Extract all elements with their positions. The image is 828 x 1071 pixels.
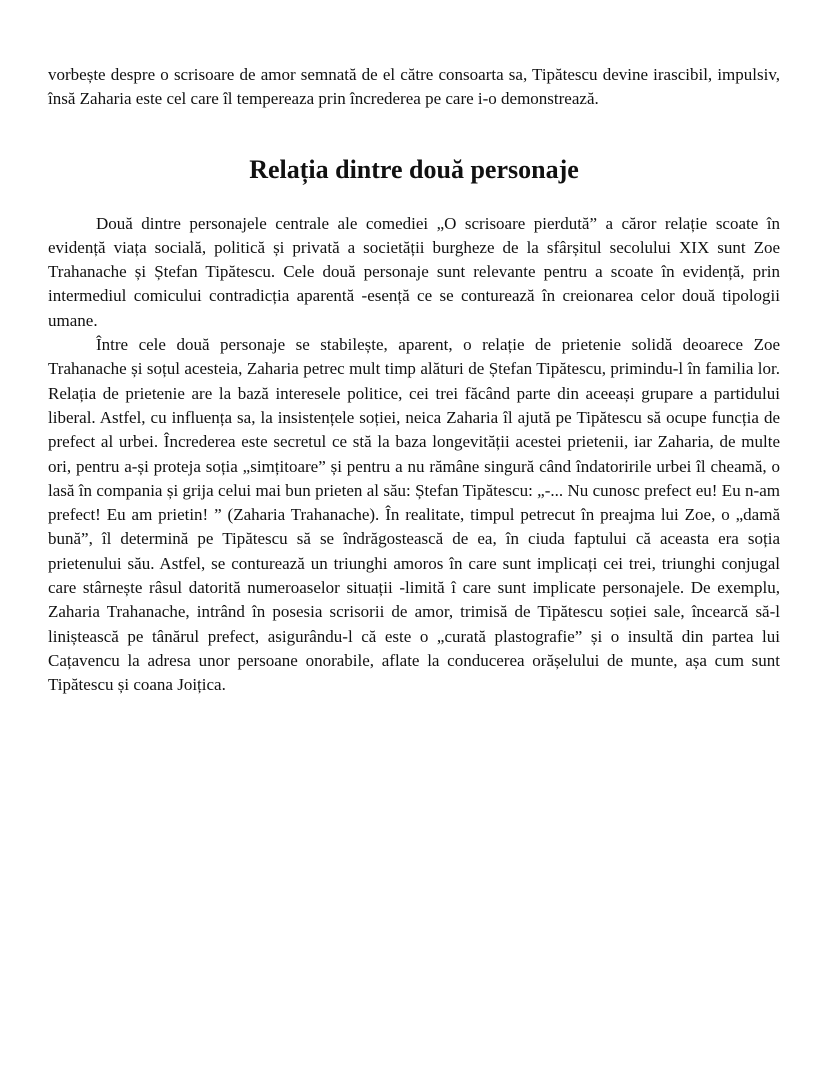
- section-heading: Relația dintre două personaje: [249, 154, 579, 184]
- body-paragraph-1: Două dintre personajele centrale ale comediei „O scrisoare pierdută” a căror relație scoate în evidență viața socială, politică și privată a societății burgheze de la sfârșitul secolului XIX sunt Zoe Trahanache și Ștefan Tipătescu. Cele două personaje sunt relevante pentru a scoate în evidență, prin intermediul comicului contradicția aparentă -esență ce se conturează în creionarea celor două tipologii umane.: [48, 213, 780, 330]
- intro-paragraph: vorbește despre o scrisoare de amor semnată de el către consoarta sa, Tipătescu devine irascibil, impulsiv, însă Zaharia este cel care îl tempereaza prin încrederea pe care i-o demonstrează.: [48, 65, 780, 109]
- body-paragraph-2: Între cele două personaje se stabilește, aparent, o relație de prietenie solidă deoarece Zoe Trahanache și soțul acesteia, Zaharia petrec mult timp alături de Ștefan Tipătescu, primindu-l în familia lor. Relația de prietenie are la bază interesele politice, cei trei făcând parte din aceeași grupare a partidului liberal. Astfel, cu influența sa, la insistențele soției, neica Zaharia îl ajută pe Tipătescu să ocupe funcția de prefect al urbei. Încrederea este secretul ce stă la baza longevității acestei prietenii, iar Zaharia, de multe ori, pentru a-și proteja soția „simțitoare” și pentru a nu rămâne singură când îndatoririle urbei îl cheamă, o lasă în compania și grija celui mai bun prieten al său: Ștefan Tipătescu: „-... Nu cunosc prefect eu! Eu n-am prefect! Eu am prietin! ” (Zaharia Trahanache). În realitate, timpul petrecut în preajma lui Zoe, o „damă bună”, îl determină pe Tipătescu să se îndrăgostească de ea, în ciuda faptului că aceasta era soția prietenului său. Astfel, se conturează un triunghi amoros în care sunt implicați cei trei, triunghi conjugal care stârnește râsul datorită numeroaselor situații -limită î care sunt implicate personajele. De exemplu, Zaharia Trahanache, intrând în posesia scrisorii de amor, trimisă de Tipătescu soției sale, încearcă să-l liniștească pe tânărul prefect, asigurându-l că este o „curată plastografie” și o insultă din partea lui Cațavencu la adresa unor persoane onorabile, aflate la conducerea orășelului de munte, așa cum sunt Tipătescu și coana Joițica.: [48, 335, 780, 695]
- document-page: [48, 63, 780, 698]
